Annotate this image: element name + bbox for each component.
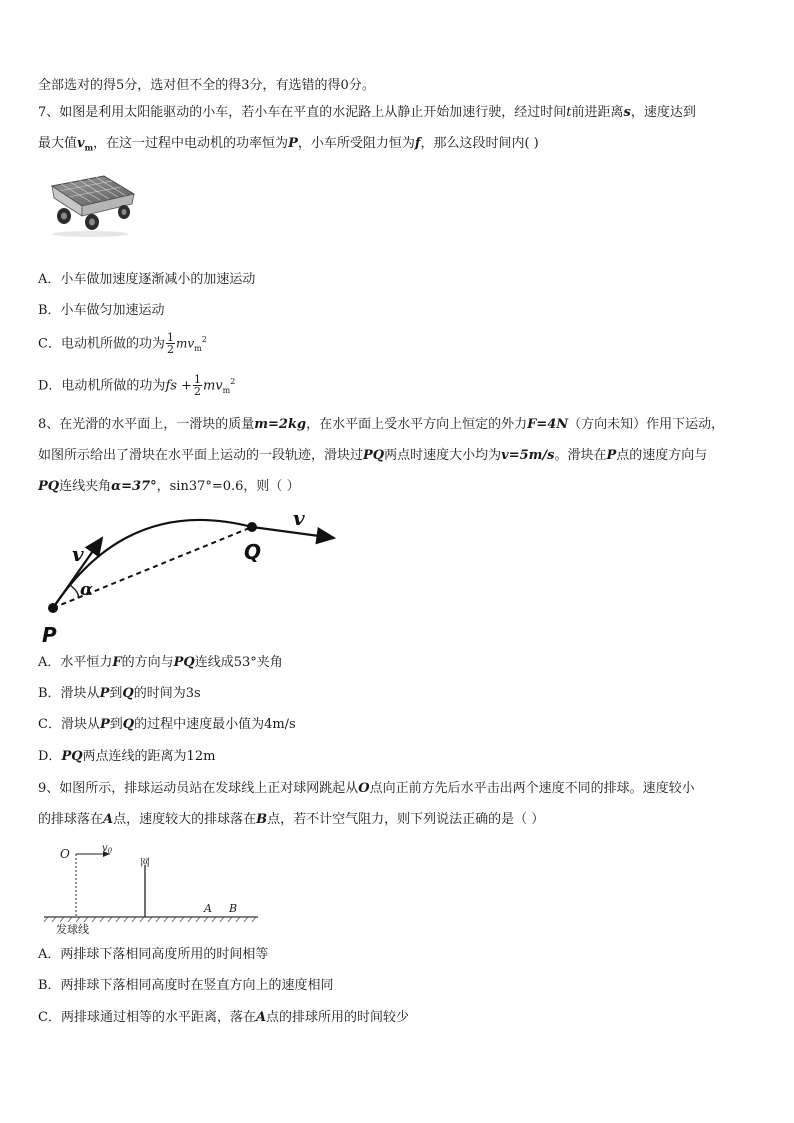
option-text: 两点连线的距离为12m bbox=[82, 749, 216, 764]
fraction-half bbox=[166, 332, 175, 355]
var-PQ: PQ bbox=[61, 749, 83, 764]
q9-text: 的排球落在 bbox=[38, 812, 104, 827]
point-q-dot bbox=[247, 522, 257, 532]
sub-m: m bbox=[222, 385, 231, 395]
point-p-dot bbox=[48, 603, 58, 613]
var-A: A bbox=[103, 812, 114, 827]
term-fs: fs + bbox=[165, 378, 192, 394]
sup-2: 2 bbox=[230, 377, 236, 386]
q7-text: 7、如图是利用太阳能驱动的小车，若小车在平直的水泥路上从静止开始加速行驶，经过时间 bbox=[38, 105, 567, 120]
var-O: O bbox=[358, 781, 370, 796]
option-text: C．电动机所做的功为 bbox=[38, 336, 165, 352]
label-v0-main: v bbox=[102, 843, 108, 854]
var-P: P bbox=[606, 448, 617, 463]
solar-car-image bbox=[44, 172, 138, 238]
var-P: P bbox=[288, 136, 298, 151]
volleyball-figure bbox=[40, 840, 262, 935]
var-t: t bbox=[566, 105, 572, 120]
option-text: 的时间为3s bbox=[133, 686, 201, 701]
q8-text: 点的速度方向与 bbox=[616, 448, 708, 463]
q8-option-c[interactable] bbox=[38, 716, 296, 734]
var-A: A bbox=[255, 1010, 267, 1025]
var-alpha: α=37° bbox=[111, 479, 157, 494]
option-text: D．电动机所做的功为 bbox=[38, 378, 166, 394]
q9-option-a[interactable]: A．两排球下落相同高度所用的时间相等 bbox=[38, 947, 269, 962]
option-text: D． bbox=[38, 749, 62, 764]
q8-option-a[interactable] bbox=[38, 654, 283, 672]
q7-text: 最大值 bbox=[38, 136, 78, 151]
var-PQ: PQ bbox=[173, 655, 195, 670]
label-v-right: v bbox=[293, 506, 305, 530]
q9-option-b[interactable]: B．两排球下落相同高度时在竖直方向上的速度相同 bbox=[38, 978, 334, 993]
angle-arc bbox=[70, 585, 78, 598]
var-P: P bbox=[99, 717, 110, 732]
q7-text: ，小车所受阻力恒为 bbox=[297, 136, 415, 151]
q7-text: ，速度达到 bbox=[630, 105, 696, 120]
var-Q: Q bbox=[122, 717, 135, 732]
q8-text: 如图所示给出了滑块在水平面上运动的一段轨迹，滑块过 bbox=[38, 448, 364, 463]
var-F: F=4N bbox=[527, 417, 569, 432]
var-m: m=2kg bbox=[254, 417, 307, 432]
var-s: s bbox=[623, 105, 631, 120]
term-mv: mv bbox=[202, 378, 223, 394]
var-F: F bbox=[112, 655, 122, 670]
q8-stem-line1 bbox=[38, 416, 724, 434]
var-B: B bbox=[256, 812, 268, 827]
q9-text: 点，若不计空气阻力，则下列说法正确的是（ ） bbox=[267, 812, 545, 827]
q8-option-d[interactable] bbox=[38, 748, 215, 766]
option-text: B．滑块从 bbox=[38, 686, 100, 701]
q9-text: 点，速度较大的排球落在 bbox=[113, 812, 257, 827]
var-PQ: PQ bbox=[363, 448, 385, 463]
q8-text: ，sin37°=0.6，则（ ） bbox=[156, 479, 300, 494]
q8-text: 连线夹角 bbox=[59, 479, 112, 494]
option-text: 点的排球所用的时间较少 bbox=[266, 1010, 410, 1025]
label-net: 网 bbox=[140, 858, 150, 869]
q7-stem-line2 bbox=[38, 135, 539, 157]
label-v0-sub: 0 bbox=[107, 847, 113, 855]
q8-stem-line3 bbox=[38, 478, 300, 496]
q8-stem-line2 bbox=[38, 447, 707, 465]
label-serve-line: 发球线 bbox=[56, 923, 89, 935]
option-text: 到 bbox=[109, 717, 123, 732]
frac-num: 1 bbox=[193, 373, 201, 387]
sub-m: m bbox=[194, 343, 202, 353]
option-text: 到 bbox=[109, 686, 123, 701]
q8-text: ，在水平面上受水平方向上恒定的外力 bbox=[306, 417, 528, 432]
option-text: C．两排球通过相等的水平距离，落在 bbox=[38, 1010, 256, 1025]
label-v-left: v bbox=[72, 542, 84, 566]
q8-option-b[interactable] bbox=[38, 685, 201, 703]
term-mv: mv bbox=[175, 336, 195, 351]
label-b: B bbox=[229, 902, 238, 915]
q9-text: 9、如图所示，排球运动员站在发球线上正对球网跳起从 bbox=[38, 781, 359, 796]
option-text: 的方向与 bbox=[121, 655, 174, 670]
option-text: 连线成53°夹角 bbox=[194, 655, 283, 670]
label-q: Q bbox=[244, 540, 262, 564]
q7-option-a[interactable]: A．小车做加速度逐渐减小的加速运动 bbox=[38, 272, 256, 287]
label-o: O bbox=[60, 847, 70, 861]
intro-text: 全部选对的得5分，选对但不全的得3分，有选错的得0分。 bbox=[38, 78, 375, 93]
q8-text: 8、在光滑的水平面上，一滑块的质量 bbox=[38, 417, 255, 432]
q7-text: 前进距离 bbox=[571, 105, 624, 120]
option-text: C．滑块从 bbox=[38, 717, 100, 732]
label-p: P bbox=[42, 623, 57, 647]
q9-text: 点向正前方先后水平击出两个速度不同的排球。速度较小 bbox=[369, 781, 695, 796]
var-P: P bbox=[99, 686, 110, 701]
q8-text: 。滑块在 bbox=[554, 448, 607, 463]
q8-text: （方向未知）作用下运动， bbox=[568, 417, 725, 432]
q7-option-b[interactable]: B．小车做匀加速运动 bbox=[38, 303, 165, 318]
option-text: A．水平恒力 bbox=[38, 655, 113, 670]
q7-option-c[interactable] bbox=[38, 331, 207, 358]
var-vm-sub: m bbox=[84, 142, 94, 153]
fraction-half bbox=[193, 374, 202, 397]
frac-num: 1 bbox=[166, 331, 174, 345]
frac-den: 2 bbox=[166, 343, 174, 357]
trajectory-figure bbox=[38, 505, 348, 650]
q7-option-d[interactable] bbox=[38, 373, 235, 400]
var-f: f bbox=[414, 136, 421, 151]
var-Q: Q bbox=[122, 686, 134, 701]
label-alpha: α bbox=[80, 580, 94, 600]
q9-option-c[interactable] bbox=[38, 1009, 409, 1027]
var-vm: v bbox=[77, 136, 85, 151]
option-text: 的过程中速度最小值为4m/s bbox=[134, 717, 296, 732]
frac-den: 2 bbox=[193, 385, 201, 399]
ground-hatching bbox=[44, 917, 256, 922]
var-PQ: PQ bbox=[38, 479, 60, 494]
q9-stem-line2 bbox=[38, 811, 544, 829]
label-a: A bbox=[204, 902, 212, 915]
q9-stem-line1 bbox=[38, 780, 695, 798]
q7-text: ，那么这段时间内( ) bbox=[420, 136, 539, 151]
label-v0 bbox=[102, 843, 113, 855]
q8-text: 两点时速度大小均为 bbox=[384, 448, 502, 463]
q7-stem-line1 bbox=[38, 104, 696, 122]
sup-2: 2 bbox=[201, 335, 207, 344]
q7-text: ，在这一过程中电动机的功率恒为 bbox=[93, 136, 289, 151]
var-v: v=5m/s bbox=[501, 448, 555, 463]
